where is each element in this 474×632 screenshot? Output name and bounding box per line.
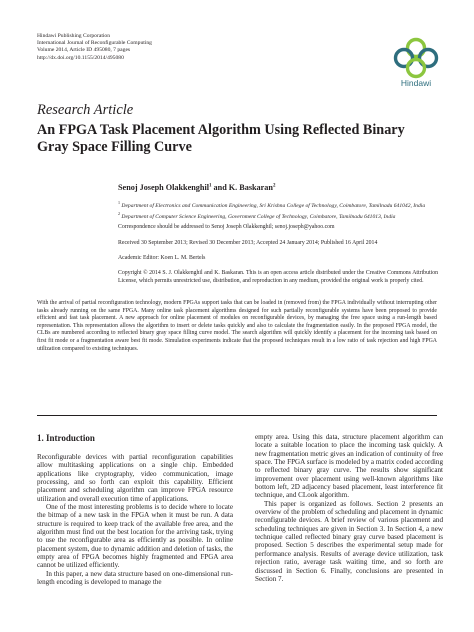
title-line-2: Gray Space Filling Curve — [37, 139, 192, 155]
affiliation-2-num: 2 — [118, 211, 120, 217]
affiliations — [118, 199, 425, 222]
doi-link[interactable]: http://dx.doi.org/10.1155/2014/495080 — [37, 54, 124, 61]
author-conjunction: and — [211, 183, 229, 192]
author-2: K. Baskaran — [228, 183, 273, 192]
section-divider — [37, 415, 437, 416]
paper-title — [37, 122, 447, 156]
publication-dates: Received 30 September 2013; Revised 30 December 2013; Accepted 24 January 2014; Published 16 April 2014 — [118, 240, 378, 246]
paragraph: One of the most interesting problems is to decide where to locate the bitmap of a new task in the FPGA when it must be run. A data structure is required to keep track of the available free area, and the algorithm must find out the best location for the arriving task, trying to use the reconfigurable area as efficiently as possible. In online placement system, due to dynamic addition and deletion of tasks, the empty area of FPGA becomes highly fragmented and FPGA area cannot be utilized efficiently. — [37, 503, 233, 570]
affiliation-1-text: Department of Electronics and Communication Engineering, Sri Krishna College of Technology, Coimbatore, Tamilnadu 641042, India — [121, 202, 426, 209]
affiliation-1-num: 1 — [118, 200, 120, 205]
right-column — [255, 433, 443, 583]
paragraph: In this paper, a new data structure based on one-dimensional run-length encoding is developed to manage the — [37, 569, 233, 587]
hindawi-rings-logo — [392, 36, 440, 84]
journal-name: International Journal of Reconfigurable Computing — [37, 40, 152, 47]
article-type: Research Article — [37, 102, 134, 118]
correspondence: Correspondence should be addressed to Senoj Joseph Olakkenghil; senoj.joseph@yahoo.com — [118, 224, 335, 230]
author-1: Senoj Joseph Olakkenghil — [118, 183, 209, 192]
volume-line: Volume 2014, Article ID 495080, 7 pages — [37, 47, 131, 54]
abstract: With the arrival of partial reconfiguration technology, modern FPGAs support tasks that can be loaded in (removed from) the FPGA individually without interrupting other tasks already running on the same FPGA. Many online task placement algorithms designed for such partially reconfigurable systems have been proposed to provide efficient and fast task placement. A new approach for online placement of modules on reconfigurable devices, by managing the free space using a run-length based representation. This representation allows the algorithm to insert or delete tasks quickly and also to calculate the fragmentation easily. In the proposed FPGA model, the CLBs are numbered according to reflected binary gray space filling curve model. The search algorithm will quickly identify a placement for the incoming task based on first fit mode or a fragmentation aware best fit mode. Simulation experiments indicate that the proposed techniques result in a low ratio of task rejection and high FPGA utilization compared to existing techniques. — [37, 300, 437, 352]
logo-wordmark: Hindawi — [400, 78, 432, 88]
author-list — [118, 183, 275, 192]
paragraph: empty area. Using this data, structure placement algorithm can locate a suitable location to place the incoming task quickly. A new fragmentation metric gives an indication of continuity of free space. The FPGA surface is modeled by a matrix coded according to reflected binary gray curve. The results show significant improvement over placement using well-known algorithms like bottom left, 2D adjacency based placement, least interference fit technique, and CLook algorithm. — [255, 433, 443, 500]
author-2-affil: 2 — [272, 183, 276, 189]
paragraph: Reconfigurable devices with partial reconfiguration capabilities allow multitasking applications on a single chip. Embedded applications like cryptography, video communication, image processing, and so forth can exploit this capability. Efficient placement and scheduling algorithm can improve FPGA resource utilization and overall execution time of applications. — [37, 453, 233, 503]
affiliation-2-text: Department of Computer Science Engineering, Government College of Technology, Coimbatore, Tamilnadu 641013, India — [121, 214, 396, 221]
journal-header — [37, 33, 152, 62]
author-1-affil: 1 — [209, 183, 212, 189]
copyright-notice: Copyright © 2014 S. J. Olakkenghil and K. Baskaran. This is an open access article distributed under the Creative Commons Attribution License, which permits unrestricted use, distribution, and reproduction in any medium, provided the original work is properly cited. — [118, 270, 438, 284]
publisher-line: Hindawi Publishing Corporation — [37, 33, 111, 39]
title-line-1: An FPGA Task Placement Algorithm Using Reflected Binary — [37, 122, 405, 138]
affiliation-1 — [118, 199, 425, 210]
academic-editor: Academic Editor: Koen L. M. Bertels — [118, 255, 206, 261]
affiliation-2 — [118, 210, 425, 221]
left-column — [37, 453, 233, 587]
paragraph: This paper is organized as follows. Section 2 presents an overview of the problem of scheduling and placement in dynamic reconfigurable devices. A brief review of various placement and scheduling techniques are given in Section 3. In Section 4, a new technique called reflected binary gray curve based placement is proposed. Section 5 describes the experimental setup made for performance analysis. Results of average device utilization, task rejection ratio, average task waiting time, and so forth are discussed in Section 6. Finally, conclusions are presented in Section 7. — [255, 499, 443, 583]
section-heading-introduction: 1. Introduction — [37, 433, 95, 443]
